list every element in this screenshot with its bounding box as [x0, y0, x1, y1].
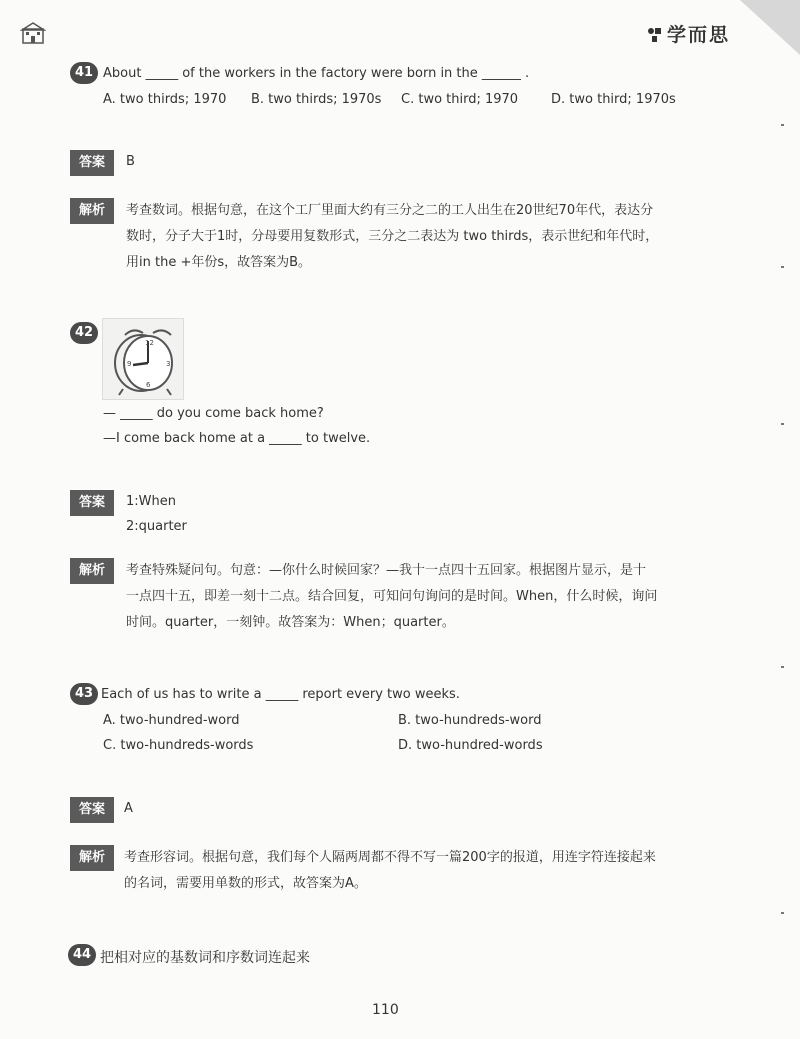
answer-tag-41: 答案	[70, 150, 114, 176]
analysis-43	[124, 845, 704, 897]
question-44-stem: 把相对应的基数词和序数词连起来	[100, 950, 310, 966]
svg-text:3: 3	[166, 360, 171, 368]
analysis-42-line: 考查特殊疑问句。句意：—你什么时候回家？—我十一点四十五回家。根据图片显示，是十	[126, 563, 647, 578]
analysis-41-line: 用in the +年份s，故答案为B。	[126, 255, 312, 270]
analysis-41	[126, 198, 706, 276]
analysis-43-line: 的名词，需要用单数的形式，故答案为A。	[124, 876, 367, 891]
page-number: 110	[372, 1002, 399, 1018]
svg-text:6: 6	[146, 381, 151, 389]
option-41-b: B. two thirds; 1970s	[251, 92, 382, 107]
question-number-41: 41	[70, 62, 98, 84]
question-42-line-1: — _____ do you come back home?	[103, 406, 324, 421]
answer-42-1: 1:When	[126, 494, 176, 509]
analysis-tag-43: 解析	[70, 845, 114, 871]
question-number-42: 42	[70, 322, 98, 344]
answer-tag-43: 答案	[70, 797, 114, 823]
question-42-line-2: —I come back home at a _____ to twelve.	[103, 431, 371, 446]
option-43-b: B. two-hundreds-word	[398, 713, 542, 728]
margin-mark	[781, 666, 784, 668]
school-building-icon	[20, 20, 46, 46]
analysis-42-line: 时间。quarter，一刻钟。故答案为：When；quarter。	[126, 615, 455, 630]
answer-tag-42: 答案	[70, 490, 114, 516]
analysis-42	[126, 558, 706, 636]
brand-mark-icon	[647, 26, 663, 42]
margin-mark	[781, 266, 784, 268]
option-43-c: C. two-hundreds-words	[103, 738, 254, 753]
answer-43: A	[124, 801, 133, 816]
analysis-tag-41: 解析	[70, 198, 114, 224]
brand-text: 学而思	[666, 24, 730, 46]
answer-41: B	[126, 154, 135, 169]
analysis-41-line: 数时，分子大于1时，分母要用复数形式，三分之二表达为 two thirds，表示世纪和年代时，	[126, 229, 659, 244]
margin-mark	[781, 124, 784, 126]
brand-logo	[647, 20, 730, 47]
analysis-43-line: 考查形容词。根据句意，我们每个人隔两周都不得不写一篇200字的报道，用连字符连接起来	[124, 850, 656, 865]
analysis-41-line: 考查数词。根据句意，在这个工厂里面大约有三分之二的工人出生在20世纪70年代，表达分	[126, 203, 654, 218]
analysis-42-line: 一点四十五，即差一刻十二点。结合回复，可知问句询问的是时间。When，什么时候，询问	[126, 589, 658, 604]
option-43-a: A. two-hundred-word	[103, 713, 240, 728]
alarm-clock-image	[102, 318, 184, 400]
svg-text:12: 12	[145, 339, 154, 347]
question-43-stem: Each of us has to write a _____ report every two weeks.	[101, 687, 460, 702]
svg-text:9: 9	[127, 360, 132, 368]
question-number-44: 44	[68, 944, 96, 966]
option-41-d: D. two third; 1970s	[551, 92, 676, 107]
answer-42-2: 2:quarter	[126, 519, 187, 534]
analysis-tag-42: 解析	[70, 558, 114, 584]
page-corner-decoration	[740, 0, 800, 55]
question-number-43: 43	[70, 683, 98, 705]
option-41-c: C. two third; 1970	[401, 92, 519, 107]
margin-mark	[781, 912, 784, 914]
option-41-a: A. two thirds; 1970	[103, 92, 227, 107]
margin-mark	[781, 423, 784, 425]
option-43-d: D. two-hundred-words	[398, 738, 543, 753]
question-41-stem: About _____ of the workers in the factory were born in the ______ .	[103, 66, 530, 81]
